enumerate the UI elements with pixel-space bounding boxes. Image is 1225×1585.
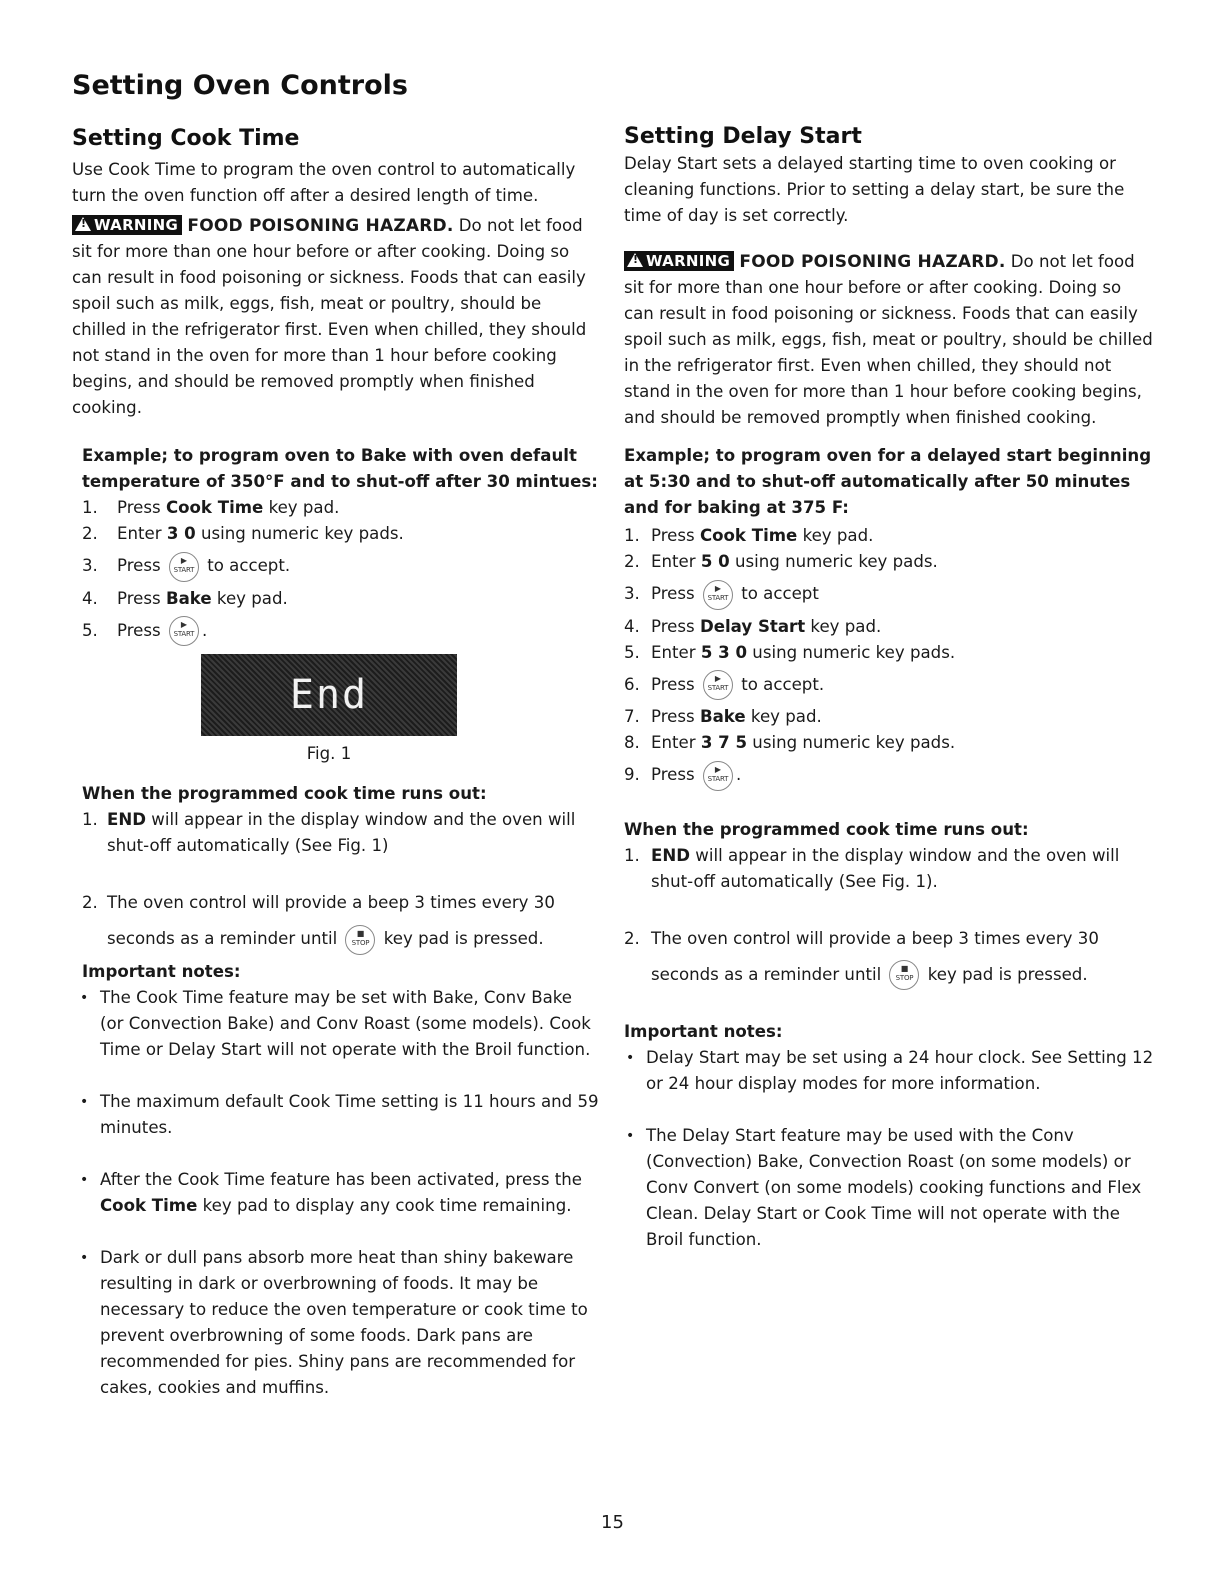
start-button-icon: ▶ START — [169, 552, 199, 582]
step-item: 3. Press ▶ START to accept — [624, 579, 1154, 610]
warning-text: Do not let food sit for more than one hour before or after cooking. Doing so can result in food poisoning or sickness. Foods that can easily spoil such as milk, eggs, fish, meat or poultry, should be chilled in the refrigerator first. Even when chilled, they should not stand in the oven for more than 1 hour before cooking begins, and should be removed promptly when finished cooking. — [72, 216, 587, 417]
notes-heading: Important notes: — [624, 1021, 783, 1041]
cook-time-intro: Use Cook Time to program the oven control to automatically turn the oven function off after a desired length of time. — [72, 160, 576, 205]
cook-time-warning — [72, 213, 600, 421]
hazard-title: FOOD POISONING HAZARD. — [187, 216, 454, 236]
notes-heading: Important notes: — [82, 962, 241, 981]
warning-badge: !WARNING — [72, 215, 182, 235]
warning-badge: !WARNING — [624, 251, 734, 271]
step-item: 8. Enter 3 7 5 using numeric key pads. — [624, 733, 956, 752]
step-item: 4. Press Bake key pad. — [82, 588, 288, 608]
note-item: • The maximum default Cook Time setting is 11 hours and 59 minutes. — [78, 1089, 600, 1141]
step-item: 7. Press Bake key pad. — [624, 707, 822, 726]
display-readout: End — [289, 672, 369, 718]
delay-start-steps — [624, 523, 1154, 791]
runs-out-item: 2. The oven control will provide a beep 3 times every 30 seconds as a reminder until ■ STOP key pad is pressed. — [624, 921, 1154, 993]
step-item: 9. Press ▶ START . — [624, 760, 1154, 791]
runs-out-item: 1. END will appear in the display window and the oven will shut-off automatically (See Fig. 1) — [82, 810, 576, 855]
start-button-icon: ▶ START — [169, 616, 199, 646]
note-item: • The Cook Time feature may be set with Bake, Conv Bake (or Convection Bake) and Conv Roast (some models). Cook Time or Delay Start will not operate with the Broil function. — [78, 985, 600, 1063]
step-item: 1. Press Cook Time key pad. — [624, 526, 874, 545]
runs-out-item: 2. The oven control will provide a beep 3 times every 30 seconds as a reminder until ■ STOP key pad is pressed. — [82, 885, 600, 957]
cook-time-example-heading: Example; to program oven to Bake with oven default temperature of 350°F and to shut-off after 30 mintues: — [82, 446, 598, 491]
runs-out-list — [82, 807, 600, 957]
hazard-title: FOOD POISONING HAZARD. — [739, 252, 1006, 272]
warning-triangle-icon — [75, 217, 91, 231]
delay-start-intro: Delay Start sets a delayed starting time to oven cooking or cleaning functions. Prior to setting a delay start, be sure the time of day is set correctly. — [624, 154, 1125, 225]
page-title: Setting Oven Controls — [72, 70, 408, 101]
notes-list — [78, 985, 600, 1401]
start-button-icon: ▶ START — [703, 670, 733, 700]
cook-time-heading: Setting Cook Time — [72, 126, 300, 151]
delay-start-example-heading: Example; to program oven for a delayed start beginning at 5:30 and to shut-off automatically after 50 minutes and for baking at 375 F: — [624, 446, 1152, 517]
runs-out-heading: When the programmed cook time runs out: — [624, 819, 1029, 839]
cook-time-column — [72, 120, 600, 1401]
runs-out-item: 1. END will appear in the display window and the oven will shut-off automatically (See Fig. 1). — [624, 845, 1120, 891]
delay-start-heading: Setting Delay Start — [624, 124, 862, 149]
step-item: 1. Press Cook Time key pad. — [82, 498, 340, 517]
delay-start-warning — [624, 249, 1154, 431]
note-item: • Dark or dull pans absorb more heat than shiny bakeware resulting in dark or overbrowning of foods. It may be necessary to reduce the oven temperature or cook time to prevent overbrowning of some foods. Dark pans are recommended for pies. Shiny pans are recommended for cakes, cookies and muffins. — [78, 1245, 600, 1401]
note-item: • After the Cook Time feature has been activated, press the Cook Time key pad to display any cook time remaining. — [78, 1167, 600, 1219]
note-item: • The Delay Start feature may be used with the Conv (Convection) Bake, Convection Roast (on some models) or Conv Convert (on some models) cooking functions and Flex Clean. Delay Start or Cook Time will not operate with the Broil function. — [624, 1123, 1154, 1253]
note-item: • Delay Start may be set using a 24 hour clock. See Setting 12 or 24 hour display modes for more information. — [624, 1045, 1154, 1097]
runs-out-heading: When the programmed cook time runs out: — [82, 784, 487, 803]
warning-text: Do not let food sit for more than one hour before or after cooking. Doing so can result in food poisoning or sickness. Foods that can easily spoil such as milk, eggs, fish, meat or poultry, should be chilled in the refrigerator first. Even when chilled, they should not stand in the oven for more than 1 hour before cooking begins, and should be removed promptly when finished cooking. — [624, 252, 1153, 427]
oven-display-figure — [201, 654, 457, 736]
step-item: 4. Press Delay Start key pad. — [624, 616, 882, 636]
runs-out-list — [624, 843, 1154, 993]
stop-button-icon: ■ STOP — [889, 960, 919, 990]
start-button-icon: ▶ START — [703, 761, 733, 791]
start-button-icon: ▶ START — [703, 580, 733, 610]
stop-button-icon: ■ STOP — [345, 925, 375, 955]
step-item: 3. Press ▶ START to accept. — [82, 551, 600, 582]
cook-time-steps — [82, 495, 600, 646]
notes-list — [624, 1045, 1154, 1253]
step-item: 6. Press ▶ START to accept. — [624, 670, 1154, 701]
delay-start-column — [624, 120, 1154, 1253]
warning-triangle-icon — [627, 253, 643, 267]
step-item: 5. Enter 5 3 0 using numeric key pads. — [624, 642, 956, 662]
step-item: 5. Press ▶ START . — [82, 616, 600, 647]
figure-caption: Fig. 1 — [306, 744, 352, 763]
step-item: 2. Enter 3 0 using numeric key pads. — [82, 524, 404, 543]
step-item: 2. Enter 5 0 using numeric key pads. — [624, 552, 938, 571]
page-number: 15 — [601, 1512, 624, 1533]
